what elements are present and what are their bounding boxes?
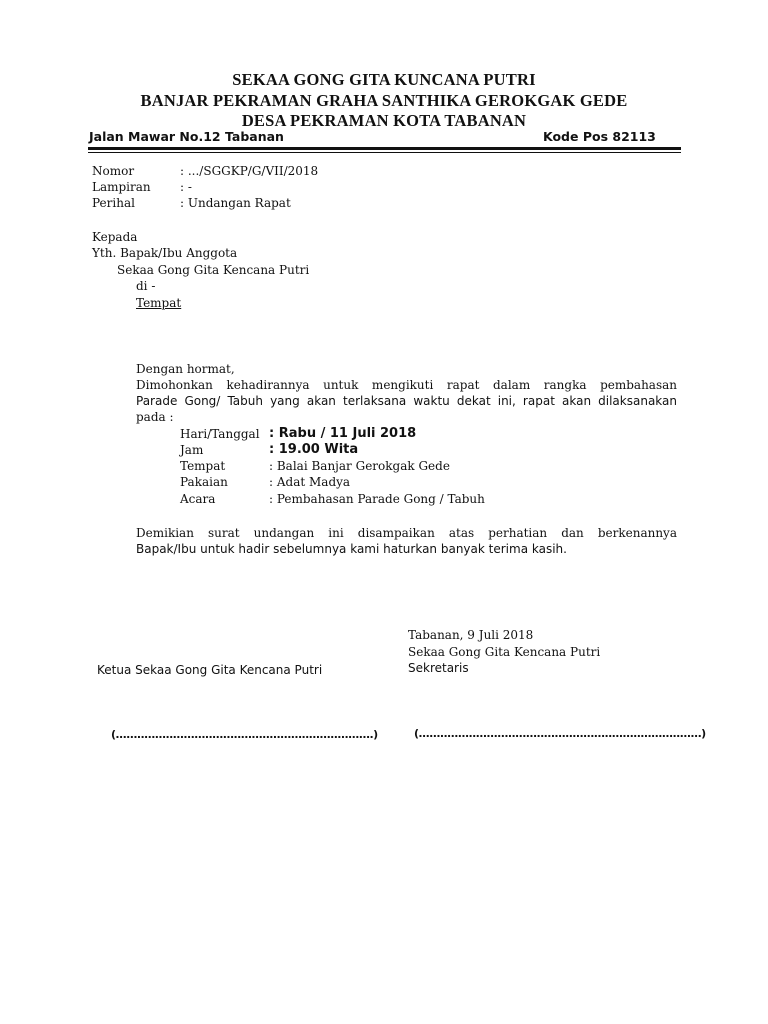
jam-value: : 19.00 Wita <box>269 442 359 457</box>
hari-label: Hari/Tanggal <box>180 427 260 441</box>
body-paragraph-line-1 <box>136 377 677 393</box>
body-paragraph-line-2 <box>136 393 677 409</box>
letterhead-address: Jalan Mawar No.12 Tabanan <box>89 129 284 144</box>
signature-blank-right: (...............................................................................) <box>414 727 706 740</box>
nomor-label: Nomor <box>92 164 135 178</box>
tempat-label: Tempat <box>180 459 226 473</box>
signature-ketua: Ketua Sekaa Gong Gita Kencana Putri <box>97 663 323 677</box>
letterhead-banjar: BANJAR PEKRAMAN GRAHA SANTHIKA GEROKGAK GEDE <box>140 91 628 110</box>
acara-value: : Pembahasan Parade Gong / Tabuh <box>269 492 485 506</box>
closing-line-1 <box>136 525 677 541</box>
pakaian-value: : Adat Madya <box>269 475 351 489</box>
signature-place-date: Tabanan, 9 Juli 2018 <box>408 628 534 642</box>
signature-blank-left: (........................................................................) <box>111 728 378 741</box>
letterhead-org-name: SEKAA GONG GITA KUNCANA PUTRI <box>232 70 536 89</box>
lampiran-value: : - <box>180 180 192 194</box>
perihal-value: : Undangan Rapat <box>180 196 291 210</box>
body-paragraph-line-3: pada : <box>136 410 174 424</box>
tempat-value: : Balai Banjar Gerokgak Gede <box>269 459 450 473</box>
closing-line-1-text: Demikian surat undangan ini disampaikan atas perhatian dan berkenannya <box>136 526 677 540</box>
letterhead-desa: DESA PEKRAMAN KOTA TABANAN <box>241 111 527 130</box>
closing-line-2: Bapak/Ibu untuk hadir sebelumnya kami haturkan banyak terima kasih. <box>136 542 567 556</box>
perihal-label: Perihal <box>92 196 135 210</box>
pakaian-label: Pakaian <box>180 475 228 489</box>
recipient-org: Sekaa Gong Gita Kencana Putri <box>117 263 310 277</box>
acara-label: Acara <box>180 492 216 506</box>
nomor-value: : .../SGGKP/G/VII/2018 <box>180 164 319 178</box>
lampiran-label: Lampiran <box>92 180 151 194</box>
hari-value: : Rabu / 11 Juli 2018 <box>269 426 417 441</box>
signature-org-right: Sekaa Gong Gita Kencana Putri <box>408 645 601 659</box>
recipient-yth: Yth. Bapak/Ibu Anggota <box>92 246 238 260</box>
signature-sekretaris: Sekretaris <box>408 661 469 675</box>
jam-label: Jam <box>180 443 204 457</box>
letterhead-divider-thick <box>88 147 681 150</box>
body-paragraph-line-1-text: Dimohonkan kehadirannya untuk mengikuti rapat dalam rangka pembahasan <box>136 378 677 392</box>
body-paragraph-line-2-text: Parade Gong/ Tabuh yang akan terlaksana waktu dekat ini, rapat akan dilaksanakan <box>136 394 677 408</box>
letterhead-postcode: Kode Pos 82113 <box>543 129 656 144</box>
recipient-tempat: Tempat <box>136 296 182 310</box>
recipient-kepada: Kepada <box>92 230 138 244</box>
recipient-di: di - <box>136 279 156 293</box>
greeting: Dengan hormat, <box>136 362 235 376</box>
letterhead-divider-thin <box>88 152 681 153</box>
